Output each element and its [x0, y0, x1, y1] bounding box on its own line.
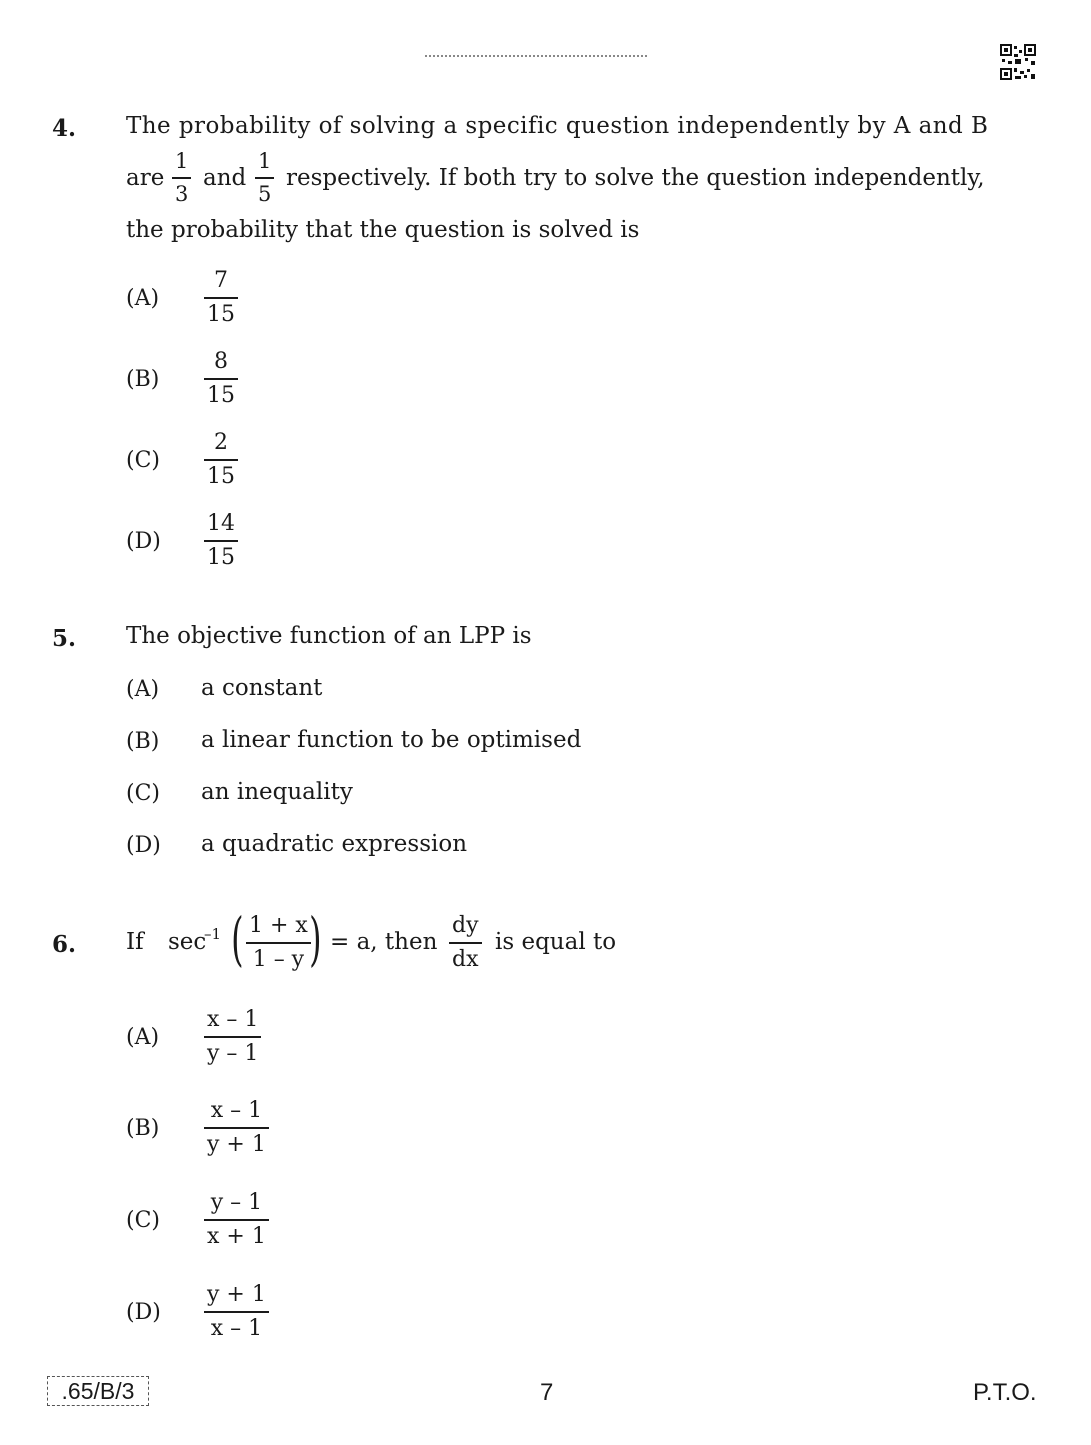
fraction-numerator: 1 — [175, 149, 189, 173]
question-6-option-a-value — [204, 1009, 261, 1065]
question-6-derivative — [449, 915, 482, 971]
left-parenthesis: ( — [231, 905, 244, 973]
question-6-option-c-label: (C) — [126, 1208, 160, 1233]
question-5-option-c-label: (C) — [126, 781, 160, 806]
question-6-if: If — [126, 929, 144, 955]
question-6-option-a-label: (A) — [126, 1025, 160, 1050]
fraction-denominator: 3 — [175, 181, 189, 206]
question-6-tail: is equal to — [495, 929, 617, 955]
fraction-denominator: 15 — [207, 382, 235, 408]
question-6-number: 6. — [52, 931, 77, 958]
question-4-line-2-mid: and — [203, 165, 247, 191]
fraction-denominator: y + 1 — [207, 1131, 266, 1157]
question-4-option-a-label: (A) — [126, 286, 160, 311]
fraction-numerator: 1 — [258, 149, 272, 173]
question-6-equals: = a, then — [330, 929, 438, 955]
fraction-numerator: 14 — [207, 511, 235, 536]
fraction-numerator: 2 — [214, 430, 228, 455]
question-6-inner-fraction — [246, 915, 311, 971]
question-4-option-b-value — [204, 351, 238, 407]
question-4-option-d-value — [204, 513, 238, 569]
question-4-option-d-label: (D) — [126, 529, 161, 554]
question-6-option-b-value — [204, 1100, 269, 1156]
fraction-denominator: 1 – y — [252, 946, 305, 972]
paper-code: .65/B/3 — [47, 1376, 149, 1406]
fraction-numerator: dy — [452, 913, 479, 938]
fraction-denominator: 5 — [258, 181, 272, 206]
question-4-option-a-value — [204, 270, 238, 326]
please-turn-over: P.T.O. — [973, 1379, 1037, 1406]
question-5-text: The objective function of an LPP is — [126, 623, 532, 649]
question-5-number: 5. — [52, 625, 77, 652]
question-6-option-c-value — [204, 1192, 269, 1248]
question-5-option-a-text: a constant — [201, 675, 323, 701]
fraction-denominator: 15 — [207, 544, 235, 570]
question-5-option-d-label: (D) — [126, 833, 161, 858]
fraction-denominator: x + 1 — [207, 1223, 266, 1249]
fraction-denominator: x – 1 — [210, 1315, 263, 1341]
fraction-numerator: y + 1 — [207, 1282, 266, 1307]
question-6-sec: sec — [168, 929, 207, 955]
question-4-line-3: the probability that the question is solved is — [126, 217, 640, 243]
question-5-option-c-text: an inequality — [201, 779, 353, 805]
fraction-numerator: 7 — [214, 268, 228, 293]
page-number: 7 — [540, 1379, 554, 1406]
right-parenthesis: ) — [309, 905, 322, 973]
fraction-denominator: dx — [452, 946, 479, 972]
question-6-inverse-superscript: –1 — [204, 925, 222, 943]
fraction-numerator: y – 1 — [210, 1190, 263, 1215]
fraction-denominator: 15 — [207, 301, 235, 327]
fraction-numerator: 1 + x — [249, 913, 308, 938]
fraction-denominator: 15 — [207, 463, 235, 489]
question-6-option-b-label: (B) — [126, 1116, 160, 1141]
fraction-numerator: x – 1 — [210, 1098, 263, 1123]
question-4-option-b-label: (B) — [126, 367, 160, 392]
question-6-option-d-value — [204, 1284, 269, 1340]
qr-code-icon — [1000, 44, 1036, 80]
question-4-number: 4. — [52, 115, 77, 142]
question-4-option-c-label: (C) — [126, 448, 160, 473]
question-5-option-d-text: a quadratic expression — [201, 831, 468, 857]
question-4-fraction-a — [172, 151, 191, 205]
header-dotted-line — [425, 55, 647, 57]
question-5-option-b-label: (B) — [126, 729, 160, 754]
question-6-option-d-label: (D) — [126, 1300, 161, 1325]
fraction-denominator: y – 1 — [207, 1040, 259, 1066]
question-5-option-a-label: (A) — [126, 677, 160, 702]
fraction-numerator: 8 — [214, 349, 228, 374]
question-5-option-b-text: a linear function to be optimised — [201, 727, 582, 753]
question-4-fraction-b — [255, 151, 274, 205]
question-4-line-2-pre: are — [126, 165, 165, 191]
question-4-line-2-post: respectively. If both try to solve the question independently, — [286, 165, 985, 191]
question-4-option-c-value — [204, 432, 238, 488]
fraction-numerator: x – 1 — [207, 1007, 259, 1032]
question-4-line-1: The probability of solving a specific question independently by A and B — [126, 113, 989, 139]
